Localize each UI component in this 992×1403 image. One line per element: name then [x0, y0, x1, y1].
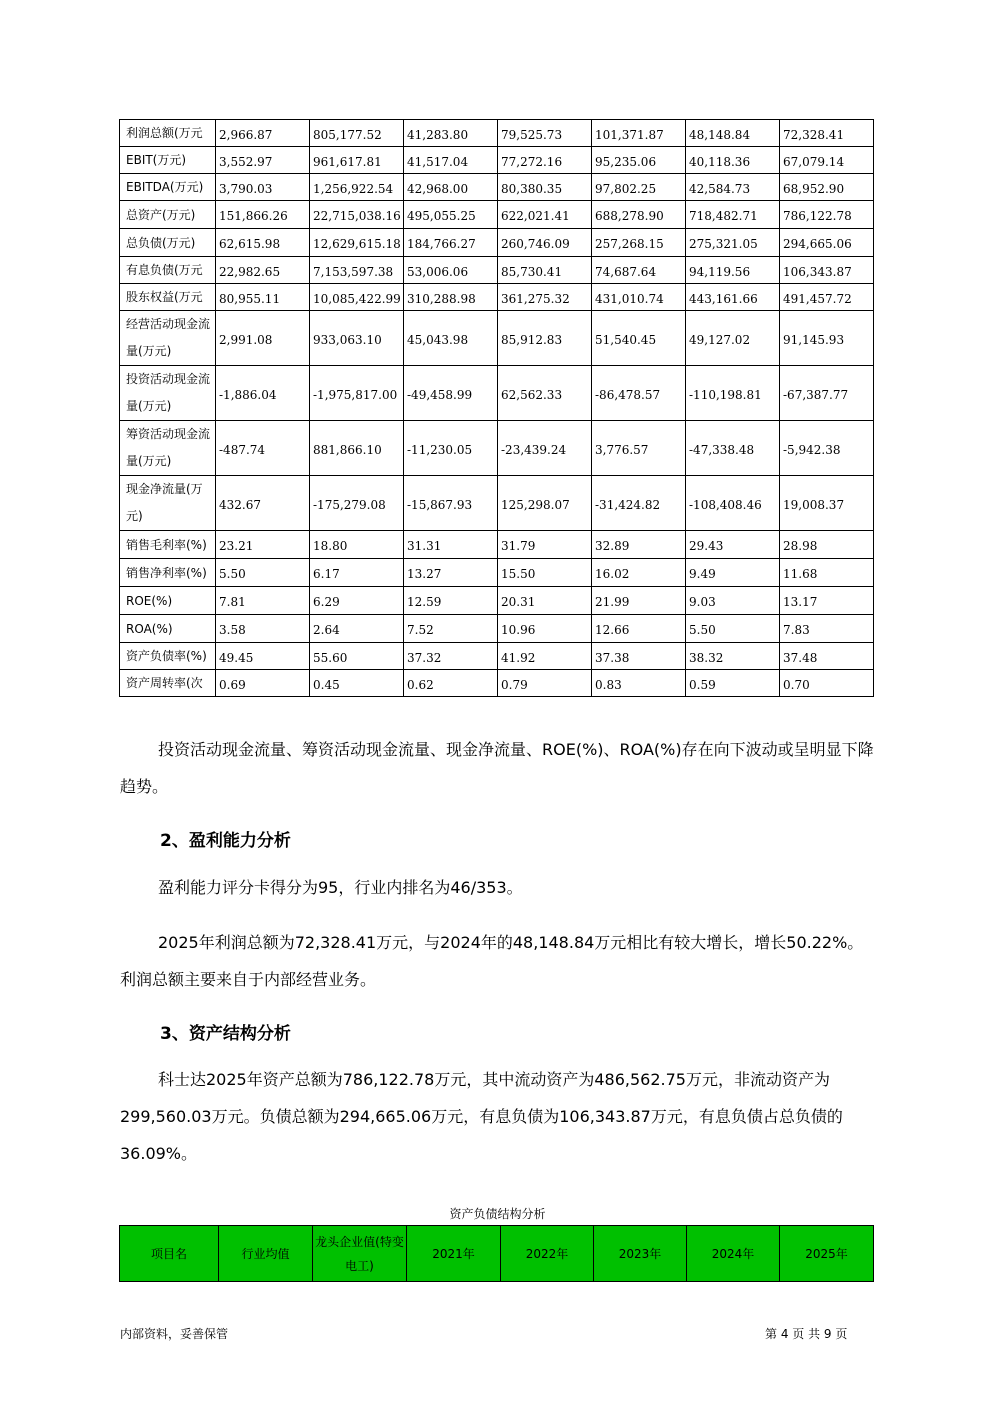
cell-value: 80,955.11 [216, 284, 310, 311]
table-row [120, 643, 874, 670]
cell-value: 3,776.57 [592, 421, 686, 476]
cell-value: 0.45 [310, 670, 404, 697]
cell-value: 16.02 [592, 559, 686, 587]
cell-value: 68,952.90 [780, 174, 874, 201]
cell-value: 42,968.00 [404, 174, 498, 201]
column-header: 2024年 [687, 1226, 780, 1282]
row-label: 筹资活动现金流量(万元) [120, 421, 216, 476]
cell-value: 5.50 [686, 615, 780, 643]
cell-value: 74,687.64 [592, 257, 686, 284]
cell-value: 21.99 [592, 587, 686, 615]
cell-value: 260,746.09 [498, 229, 592, 257]
row-label: EBIT(万元) [120, 147, 216, 174]
cell-value: 77,272.16 [498, 147, 592, 174]
table-row [120, 147, 874, 174]
cell-value: 37.38 [592, 643, 686, 670]
cell-value: 125,298.07 [498, 476, 592, 531]
cell-value: 41,283.80 [404, 120, 498, 147]
cell-value: -175,279.08 [310, 476, 404, 531]
cell-value: 0.70 [780, 670, 874, 697]
cell-value: 7,153,597.38 [310, 257, 404, 284]
cell-value: 961,617.81 [310, 147, 404, 174]
row-label: 销售毛利率(%) [120, 531, 216, 559]
trend-paragraph: 投资活动现金流量、筹资活动现金流量、现金净流量、ROE(%)、ROA(%)存在向下波动或呈明显下降趋势。 [120, 740, 874, 796]
cell-value: 0.83 [592, 670, 686, 697]
row-label: 利润总额(万元 [120, 120, 216, 147]
row-label: ROA(%) [120, 615, 216, 643]
cell-value: 1,256,922.54 [310, 174, 404, 201]
column-header: 行业均值 [219, 1226, 313, 1282]
cell-value: 432.67 [216, 476, 310, 531]
cell-value: -49,458.99 [404, 366, 498, 421]
cell-value: 23.21 [216, 531, 310, 559]
cell-value: 12,629,615.18 [310, 229, 404, 257]
cell-value: 94,119.56 [686, 257, 780, 284]
row-label: 股东权益(万元 [120, 284, 216, 311]
cell-value: 37.32 [404, 643, 498, 670]
cell-value: 10,085,422.99 [310, 284, 404, 311]
cell-value: -67,387.77 [780, 366, 874, 421]
column-header: 2021年 [407, 1226, 501, 1282]
cell-value: 3.58 [216, 615, 310, 643]
cell-value: 22,715,038.16 [310, 201, 404, 229]
cell-value: 491,457.72 [780, 284, 874, 311]
table-row [120, 201, 874, 229]
cell-value: 151,866.26 [216, 201, 310, 229]
row-label: 总负债(万元) [120, 229, 216, 257]
cell-value: -108,408.46 [686, 476, 780, 531]
cell-value: 72,328.41 [780, 120, 874, 147]
cell-value: 9.49 [686, 559, 780, 587]
table-row [120, 174, 874, 201]
cell-value: 31.31 [404, 531, 498, 559]
cell-value: 0.62 [404, 670, 498, 697]
asset-structure-paragraph: 科士达2025年资产总额为786,122.78万元，其中流动资产为486,562.75万元，非流动资产为299,560.03万元。负债总额为294,665.06万元，有息负债为106,343.87万元，有息负债占总负债的36.09%。 [120, 1070, 843, 1163]
cell-value: 18.80 [310, 531, 404, 559]
table-row [120, 615, 874, 643]
column-header: 2025年 [780, 1226, 874, 1282]
column-header: 2022年 [501, 1226, 594, 1282]
cell-value: 28.98 [780, 531, 874, 559]
row-label: 总资产(万元) [120, 201, 216, 229]
cell-value: 19,008.37 [780, 476, 874, 531]
cell-value: 31.79 [498, 531, 592, 559]
cell-value: 79,525.73 [498, 120, 592, 147]
cell-value: 805,177.52 [310, 120, 404, 147]
cell-value: 29.43 [686, 531, 780, 559]
cell-value: 15.50 [498, 559, 592, 587]
cell-value: 11.68 [780, 559, 874, 587]
cell-value: -110,198.81 [686, 366, 780, 421]
column-header: 项目名 [120, 1226, 219, 1282]
cell-value: 49,127.02 [686, 311, 780, 366]
cell-value: -15,867.93 [404, 476, 498, 531]
cell-value: 106,343.87 [780, 257, 874, 284]
cell-value: 22,982.65 [216, 257, 310, 284]
section-heading-asset-structure: 3、资产结构分析 [160, 1024, 291, 1044]
cell-value: 2.64 [310, 615, 404, 643]
cell-value: 933,063.10 [310, 311, 404, 366]
row-label: 有息负债(万元 [120, 257, 216, 284]
table-row [120, 366, 874, 421]
cell-value: 361,275.32 [498, 284, 592, 311]
cell-value: 40,118.36 [686, 147, 780, 174]
cell-value: 48,148.84 [686, 120, 780, 147]
cell-value: 881,866.10 [310, 421, 404, 476]
cell-value: -31,424.82 [592, 476, 686, 531]
cell-value: 45,043.98 [404, 311, 498, 366]
cell-value: 53,006.06 [404, 257, 498, 284]
table-row [120, 284, 874, 311]
column-header: 龙头企业值(特变电工) [313, 1226, 407, 1282]
cell-value: 275,321.05 [686, 229, 780, 257]
table-caption: 资产负债结构分析 [449, 1207, 546, 1221]
cell-value: 55.60 [310, 643, 404, 670]
table-row [120, 531, 874, 559]
cell-value: 310,288.98 [404, 284, 498, 311]
cell-value: 101,371.87 [592, 120, 686, 147]
cell-value: 38.32 [686, 643, 780, 670]
table-row [120, 476, 874, 531]
cell-value: -23,439.24 [498, 421, 592, 476]
cell-value: 67,079.14 [780, 147, 874, 174]
cell-value: 184,766.27 [404, 229, 498, 257]
cell-value: 85,730.41 [498, 257, 592, 284]
cell-value: 41,517.04 [404, 147, 498, 174]
cell-value: -11,230.05 [404, 421, 498, 476]
cell-value: 95,235.06 [592, 147, 686, 174]
table-row [120, 120, 874, 147]
cell-value: 62,562.33 [498, 366, 592, 421]
cell-value: -5,942.38 [780, 421, 874, 476]
table-row [120, 670, 874, 697]
cell-value: 495,055.25 [404, 201, 498, 229]
section-heading-profitability: 2、盈利能力分析 [160, 831, 291, 851]
cell-value: 37.48 [780, 643, 874, 670]
cell-value: 80,380.35 [498, 174, 592, 201]
table-row [120, 587, 874, 615]
cell-value: 9.03 [686, 587, 780, 615]
cell-value: 51,540.45 [592, 311, 686, 366]
cell-value: 0.69 [216, 670, 310, 697]
table-row [120, 257, 874, 284]
row-label: ROE(%) [120, 587, 216, 615]
balance-structure-table [119, 1225, 874, 1282]
cell-value: -1,886.04 [216, 366, 310, 421]
cell-value: 62,615.98 [216, 229, 310, 257]
cell-value: 97,802.25 [592, 174, 686, 201]
profit-growth-paragraph: 2025年利润总额为72,328.41万元，与2024年的48,148.84万元相比有较大增长，增长50.22%。利润总额主要来自于内部经营业务。 [120, 933, 864, 989]
row-label: 资产负债率(%) [120, 643, 216, 670]
cell-value: 257,268.15 [592, 229, 686, 257]
cell-value: 7.52 [404, 615, 498, 643]
cell-value: 42,584.73 [686, 174, 780, 201]
cell-value: 786,122.78 [780, 201, 874, 229]
cell-value: 49.45 [216, 643, 310, 670]
cell-value: 718,482.71 [686, 201, 780, 229]
cell-value: 32.89 [592, 531, 686, 559]
financial-indicators-table [119, 119, 874, 697]
cell-value: 2,966.87 [216, 120, 310, 147]
cell-value: 3,790.03 [216, 174, 310, 201]
table-row [120, 229, 874, 257]
cell-value: 5.50 [216, 559, 310, 587]
row-label: 现金净流量(万元) [120, 476, 216, 531]
cell-value: 12.66 [592, 615, 686, 643]
cell-value: -47,338.48 [686, 421, 780, 476]
cell-value: 12.59 [404, 587, 498, 615]
cell-value: 2,991.08 [216, 311, 310, 366]
cell-value: 13.17 [780, 587, 874, 615]
cell-value: -487.74 [216, 421, 310, 476]
table-row [120, 559, 874, 587]
cell-value: -86,478.57 [592, 366, 686, 421]
cell-value: 294,665.06 [780, 229, 874, 257]
cell-value: 3,552.97 [216, 147, 310, 174]
cell-value: 41.92 [498, 643, 592, 670]
table-row [120, 311, 874, 366]
row-label: 资产周转率(次 [120, 670, 216, 697]
row-label: 经营活动现金流量(万元) [120, 311, 216, 366]
profitability-score-paragraph: 盈利能力评分卡得分为95，行业内排名为46/353。 [158, 878, 523, 897]
cell-value: 622,021.41 [498, 201, 592, 229]
table-row [120, 421, 874, 476]
cell-value: 431,010.74 [592, 284, 686, 311]
cell-value: 0.59 [686, 670, 780, 697]
cell-value: 6.29 [310, 587, 404, 615]
cell-value: 443,161.66 [686, 284, 780, 311]
cell-value: 0.79 [498, 670, 592, 697]
cell-value: 6.17 [310, 559, 404, 587]
cell-value: 10.96 [498, 615, 592, 643]
cell-value: -1,975,817.00 [310, 366, 404, 421]
cell-value: 85,912.83 [498, 311, 592, 366]
row-label: 销售净利率(%) [120, 559, 216, 587]
cell-value: 7.83 [780, 615, 874, 643]
row-label: 投资活动现金流量(万元) [120, 366, 216, 421]
cell-value: 7.81 [216, 587, 310, 615]
cell-value: 13.27 [404, 559, 498, 587]
cell-value: 91,145.93 [780, 311, 874, 366]
column-header: 2023年 [594, 1226, 687, 1282]
footer-page-number: 第 4 页 共 9 页 [765, 1327, 848, 1341]
cell-value: 688,278.90 [592, 201, 686, 229]
cell-value: 20.31 [498, 587, 592, 615]
footer-confidential: 内部资料，妥善保管 [120, 1327, 229, 1341]
row-label: EBITDA(万元) [120, 174, 216, 201]
table-header-row [120, 1226, 874, 1282]
